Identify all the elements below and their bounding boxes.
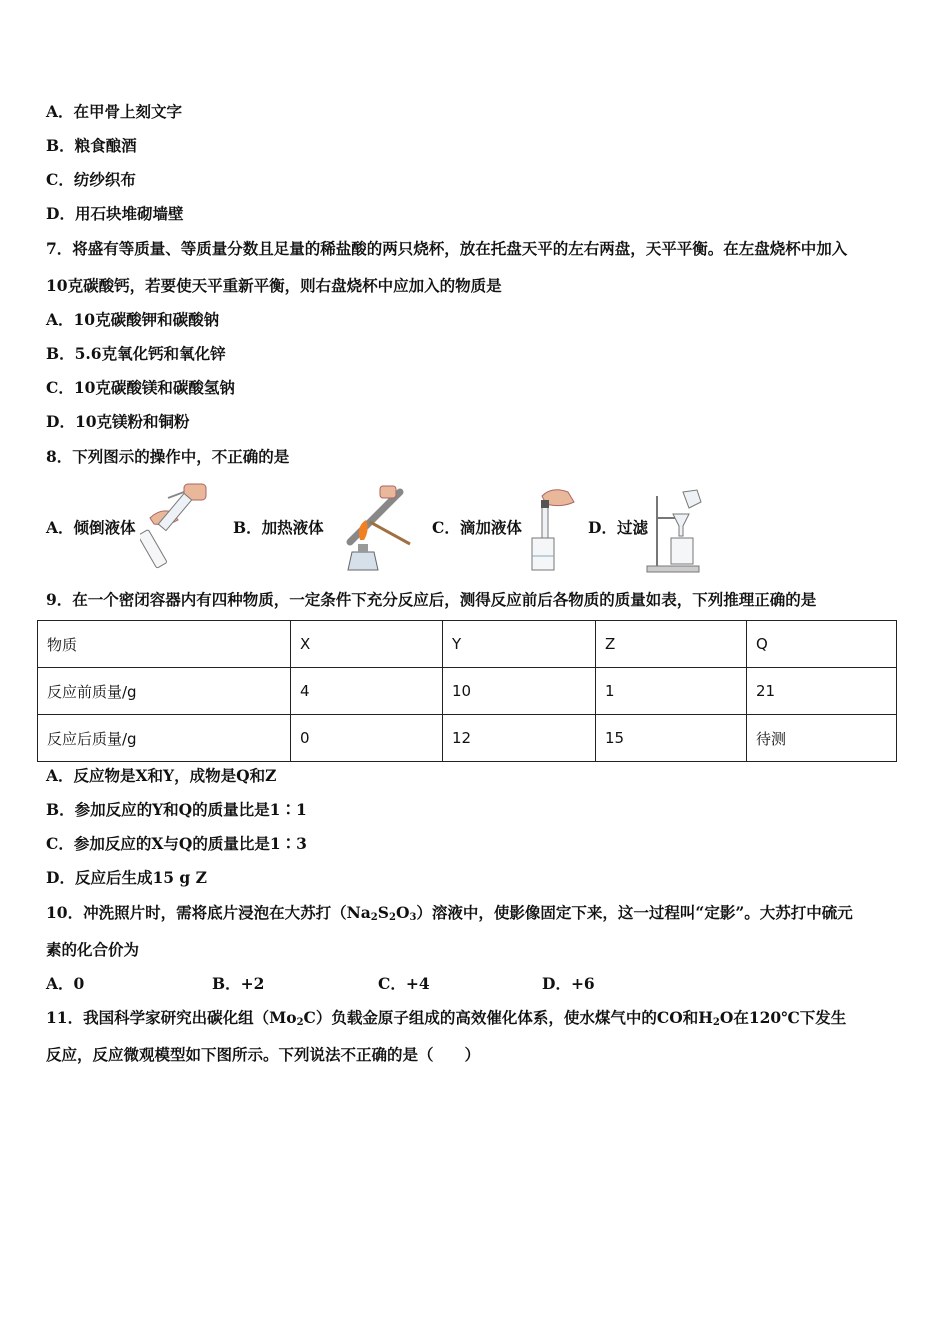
q11-stem-line2: 反应，反应微观模型如下图所示。下列说法不正确的是（ ）: [46, 1045, 481, 1064]
table-cell: 反应后质量/g: [38, 715, 291, 762]
filtration-icon: [645, 488, 705, 574]
q7-option-d: D．10克镁粉和铜粉: [46, 412, 190, 431]
table-cell: 15: [596, 715, 747, 762]
q9-mass-table: [37, 620, 897, 762]
q6-option-d: D．用石块堆砌墙壁: [46, 204, 184, 223]
q8-stem: 8．下列图示的操作中，不正确的是: [46, 447, 290, 466]
q8-figure-c-label: C．滴加液体: [432, 518, 522, 537]
table-cell: 4: [291, 668, 443, 715]
table-cell: 1: [596, 668, 747, 715]
q9-option-b: B．参加反应的Y和Q的质量比是1∶1: [46, 800, 307, 819]
q6-option-c: C．纺纱织布: [46, 170, 136, 189]
q9-option-c: C．参加反应的X与Q的质量比是1∶3: [46, 834, 307, 853]
q9-option-d: D．反应后生成15 g Z: [46, 868, 207, 887]
dropping-liquid-icon: [528, 486, 578, 572]
q7-option-b: B．5.6克氧化钙和氧化锌: [46, 344, 226, 363]
table-cell: 21: [747, 668, 897, 715]
q7-option-a: A．10克碳酸钾和碳酸钠: [46, 310, 220, 329]
q11-stem-line1: 11．我国科学家研究出碳化组$(Mo_2C)$负载金原子组成的高效催化体系，使水煤气中的CO和$H_2O$在120℃下发生: [46, 1008, 847, 1028]
table-cell: 12: [443, 715, 596, 762]
q9-stem: 9．在一个密闭容器内有四种物质，一定条件下充分反应后，测得反应前后各物质的质量如表，下列推理正确的是: [46, 590, 817, 609]
heating-liquid-icon: [330, 482, 420, 574]
table-header-cell: X: [291, 621, 443, 668]
q10-option-d: D．+6: [542, 974, 595, 993]
q6-option-a: A．在甲骨上刻文字: [46, 102, 183, 121]
q10-stem-line1: 10．冲洗照片时，需将底片浸泡在大苏打$(Na_2S_2O_3)$溶液中，使影像固定下来，这一过程叫“定影”。大苏打中硫元: [46, 903, 853, 923]
table-cell: 0: [291, 715, 443, 762]
q9-option-a: A．反应物是X和Y，成物是Q和Z: [46, 766, 277, 785]
table-cell: 10: [443, 668, 596, 715]
q7-stem-line1: 7．将盛有等质量、等质量分数且足量的稀盐酸的两只烧杯，放在托盘天平的左右两盘，天平平衡。在左盘烧杯中加入: [46, 239, 848, 258]
table-header-cell: Z: [596, 621, 747, 668]
table-row: [38, 668, 897, 715]
table-cell: 反应前质量/g: [38, 668, 291, 715]
q8-figure-d-label: D．过滤: [588, 518, 648, 537]
q6-option-b: B．粮食酿酒: [46, 136, 137, 155]
q10-option-a: A．0: [46, 974, 85, 993]
q7-option-c: C．10克碳酸镁和碳酸氢钠: [46, 378, 235, 397]
q10-option-c: C．+4: [378, 974, 430, 993]
q10-option-b: B．+2: [212, 974, 265, 993]
table-header-row: [38, 621, 897, 668]
pouring-liquid-icon: [140, 478, 220, 570]
table-cell: 待测: [747, 715, 897, 762]
q10-stem-line2: 素的化合价为: [46, 940, 140, 959]
q8-figure-b-label: B．加热液体: [233, 518, 324, 537]
table-header-cell: Y: [443, 621, 596, 668]
q7-stem-line2: 10克碳酸钙，若要使天平重新平衡，则右盘烧杯中应加入的物质是: [46, 276, 502, 295]
table-row: [38, 715, 897, 762]
q8-figure-a-label: A．倾倒液体: [46, 518, 136, 537]
table-header-cell: Q: [747, 621, 897, 668]
table-header-cell: 物质: [38, 621, 291, 668]
